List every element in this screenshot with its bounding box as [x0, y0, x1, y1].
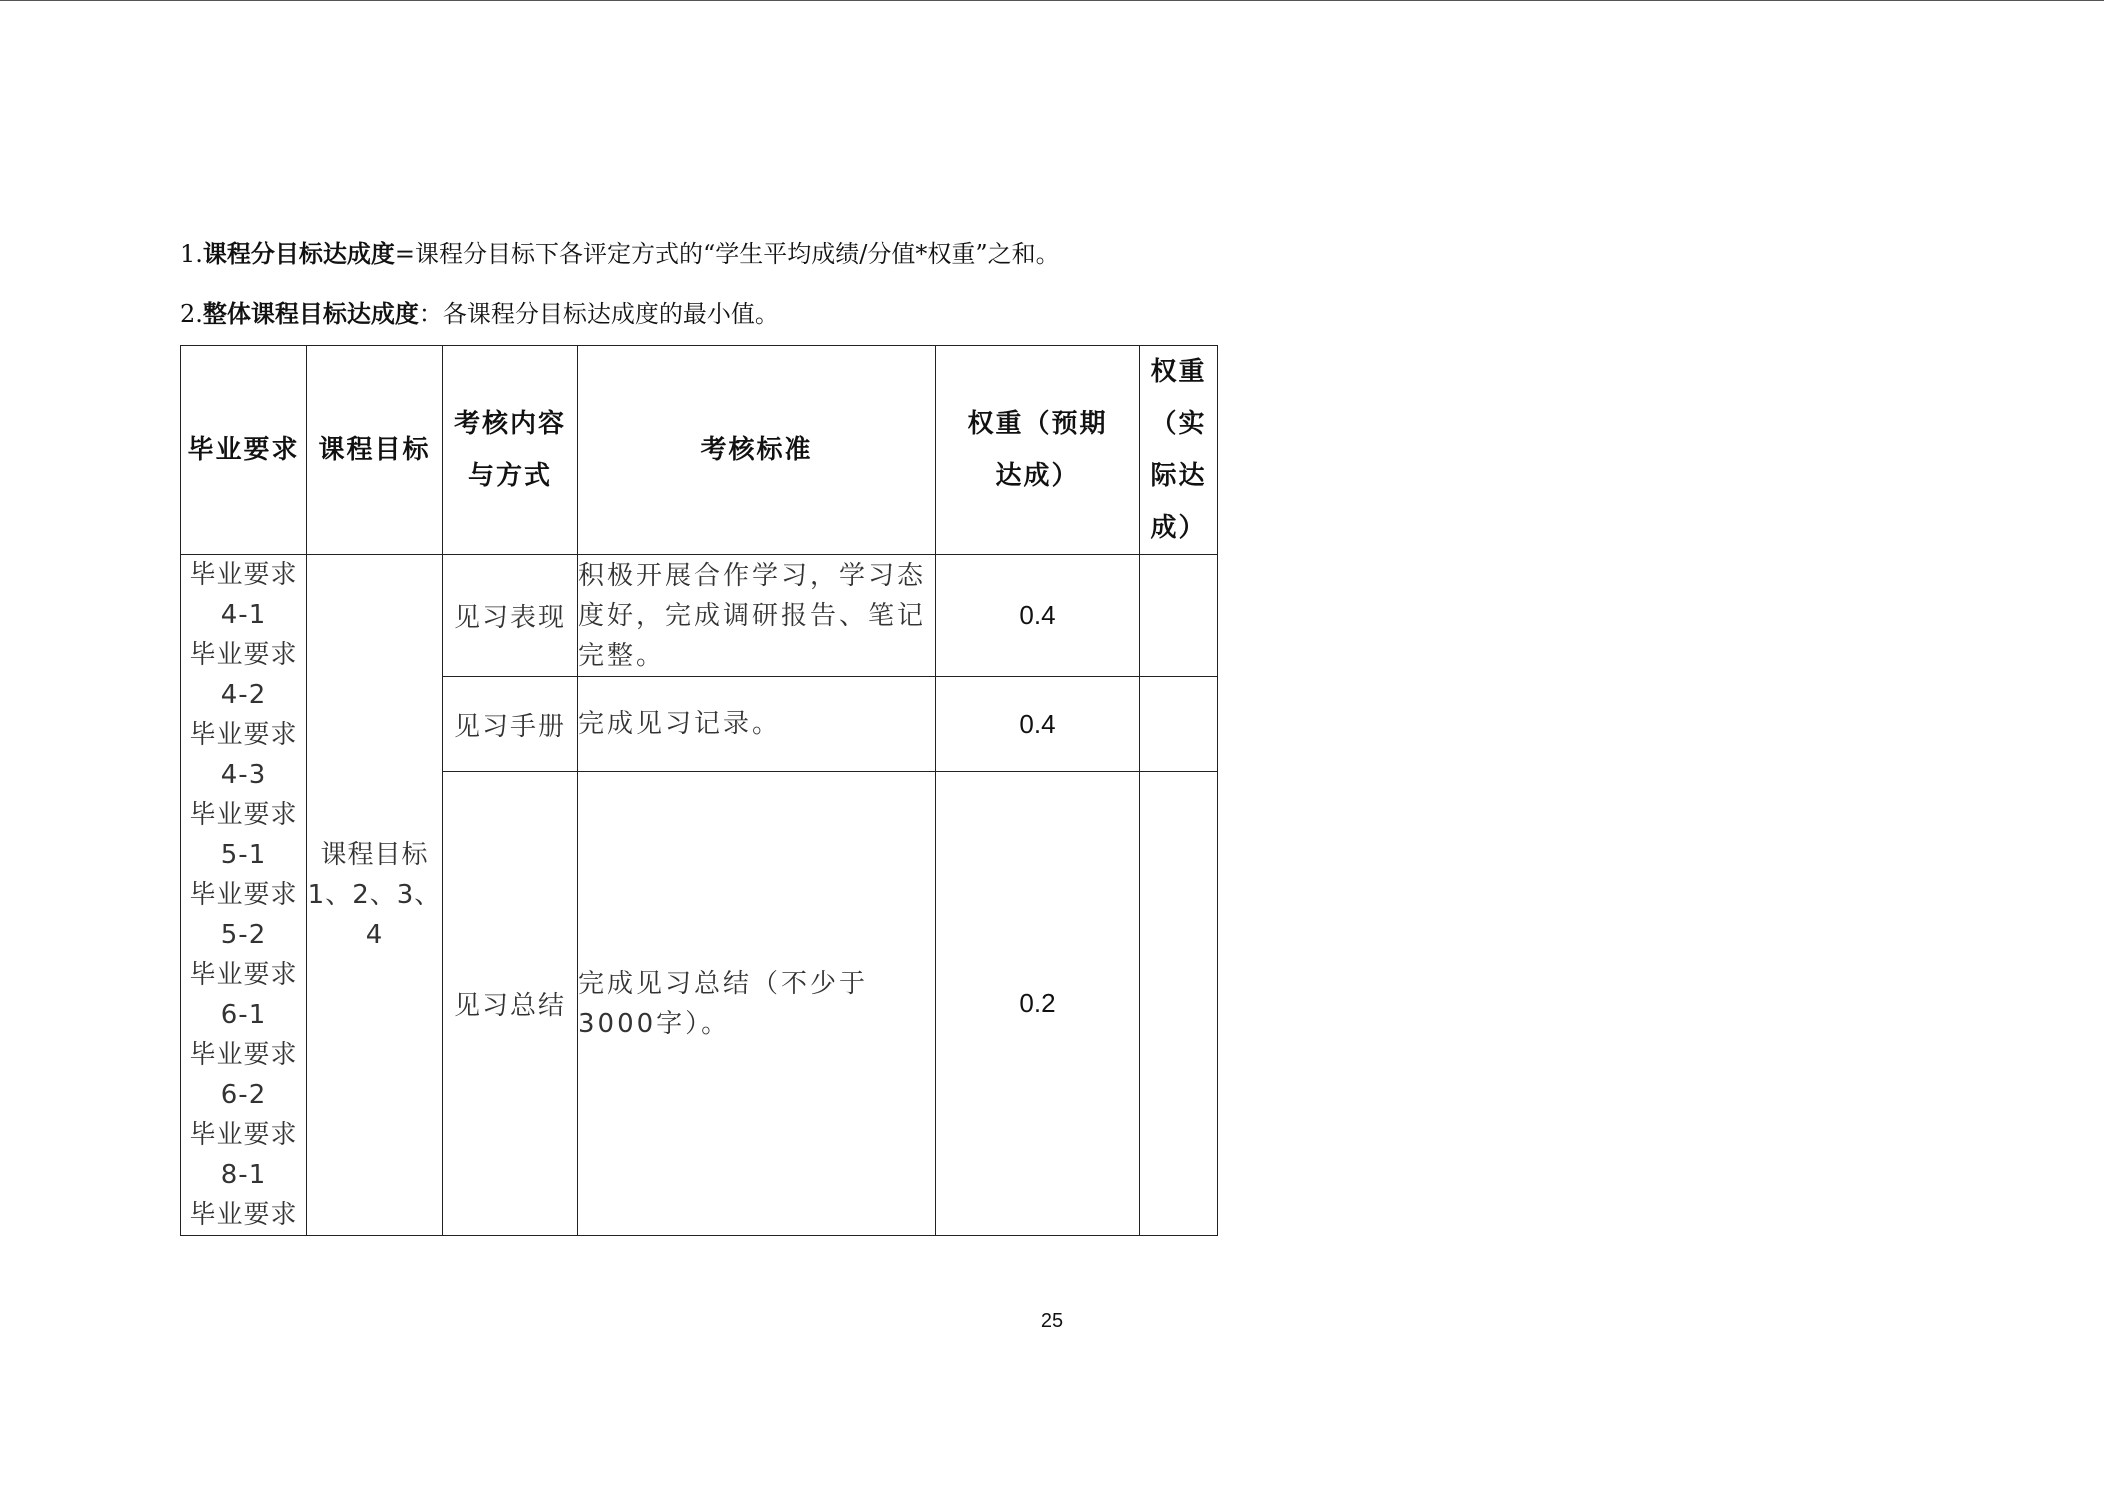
weight-actual-cell [1140, 555, 1218, 677]
table-row [181, 555, 1218, 677]
weight-actual-cell [1140, 677, 1218, 772]
header-method: 考核内容与方式 [443, 346, 578, 555]
requirement-line: 4-1 [220, 600, 267, 630]
paragraph-bold-term: 整体课程目标达成度 [202, 299, 419, 328]
header-weight-actual: 权重（实际达成） [1140, 346, 1218, 555]
requirement-cell [181, 555, 307, 1236]
header-weight-expected: 权重（预期达成） [936, 346, 1140, 555]
paragraph-bold-term: 课程分目标达成度 [202, 239, 395, 268]
page-number: 25 [1040, 1310, 1064, 1332]
requirement-line: 毕业要求 [189, 800, 298, 830]
table-header-row [181, 346, 1218, 555]
assessment-table [180, 345, 1218, 1236]
requirement-line: 毕业要求 [189, 640, 298, 670]
requirement-line: 毕业要求 [189, 720, 298, 750]
standard-cell: 完成见习总结（不少于3000字）。 [578, 772, 936, 1236]
method-cell: 见习表现 [443, 555, 578, 677]
requirement-line: 毕业要求 [189, 960, 298, 990]
paragraph-text: ：各课程分目标达成度的最小值。 [418, 300, 779, 328]
requirement-line: 4-2 [220, 680, 267, 710]
method-cell: 见习总结 [443, 772, 578, 1236]
paragraph-text: =课程分目标下各评定方式的“学生平均成绩/分值*权重”之和。 [394, 240, 1060, 268]
paragraph-number: 2. [180, 300, 203, 328]
header-standard: 考核标准 [578, 346, 936, 555]
weight-expected-cell: 0.4 [936, 677, 1140, 772]
requirement-line: 6-2 [220, 1080, 267, 1110]
weight-actual-cell [1140, 772, 1218, 1236]
requirement-line: 5-2 [220, 920, 267, 950]
method-cell: 见习手册 [443, 677, 578, 772]
requirement-line: 毕业要求 [189, 1120, 298, 1150]
weight-expected-cell: 0.4 [936, 555, 1140, 677]
requirement-line: 8-1 [220, 1160, 267, 1190]
page-top-rule [0, 0, 2104, 1]
paragraph-course-sub-target-achievement [180, 238, 1060, 270]
requirement-line: 4-3 [220, 760, 267, 790]
requirement-line: 毕业要求 [189, 560, 298, 590]
weight-expected-cell: 0.2 [936, 772, 1140, 1236]
standard-cell: 完成见习记录。 [578, 677, 936, 772]
header-target: 课程目标 [307, 346, 443, 555]
requirement-line: 6-1 [220, 1000, 267, 1030]
requirement-line: 5-1 [220, 840, 267, 870]
paragraph-overall-target-achievement [180, 298, 779, 330]
course-target-cell: 课程目标1、2、3、4 [307, 555, 443, 1236]
requirement-line: 毕业要求 [189, 1040, 298, 1070]
requirement-line: 毕业要求 [189, 880, 298, 910]
standard-cell: 积极开展合作学习，学习态度好，完成调研报告、笔记完整。 [578, 555, 936, 677]
header-requirement: 毕业要求 [181, 346, 307, 555]
requirement-line: 毕业要求 [189, 1200, 298, 1230]
paragraph-number: 1. [180, 240, 203, 268]
